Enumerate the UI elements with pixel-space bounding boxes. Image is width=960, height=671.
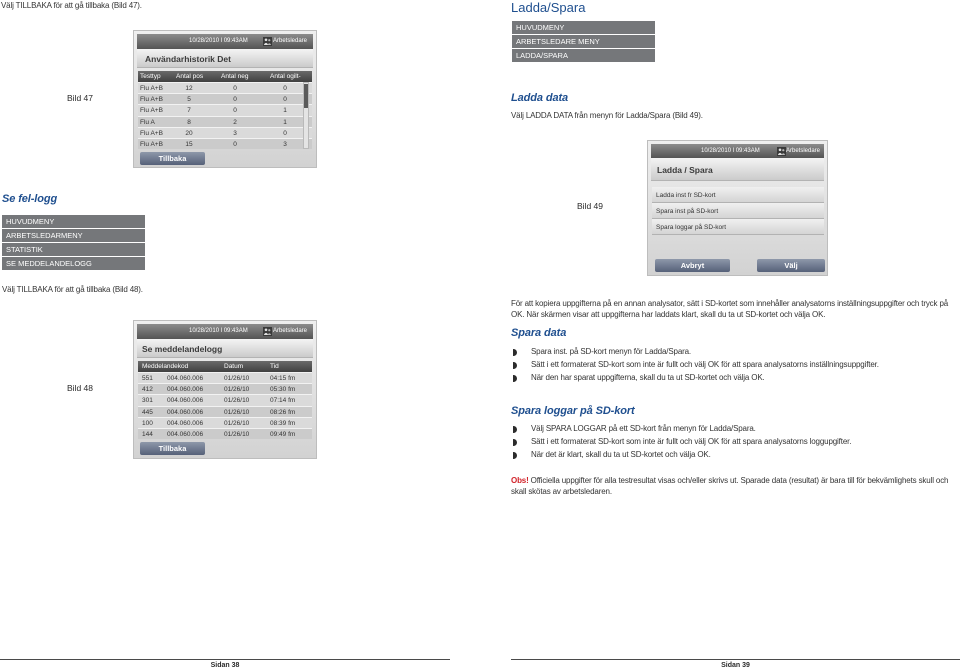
back-button[interactable]: Tillbaka	[140, 152, 205, 165]
list-item	[531, 360, 879, 370]
message-code-cell: 551	[142, 375, 153, 382]
cancel-button[interactable]: Avbryt	[655, 259, 730, 272]
message-code-cell: 412	[142, 386, 153, 394]
bullet-icon	[513, 439, 517, 446]
bullet-icon	[513, 362, 517, 369]
datetime: 10/28/2010 l 09:43AM	[189, 38, 248, 44]
datetime: 10/28/2010 l 09:43AM	[189, 328, 248, 334]
error-log-heading: Se fel-logg	[2, 193, 58, 205]
menu-step-main-menu: HUVUDMENY	[512, 21, 655, 35]
time-cell: 05:30 fm	[270, 386, 296, 394]
message-id-cell: 004.060.006	[167, 419, 204, 427]
screen-title: Se meddelandelogg	[142, 344, 223, 354]
table-row[interactable]	[138, 428, 312, 439]
list-item-text: Sätt i ett formaterat SD-kort som inte är fullt och välj OK för att spara analysatorns inställningsuppgifter.	[531, 360, 879, 369]
screen-title: Ladda / Spara	[657, 165, 713, 175]
note-text: Officiella uppgifter för alla testresultat visas och/eller skrivs ut. Sparade data (resultat) är bara till för bekvämlighets skull och skall skötas av arbetsledaren.	[511, 476, 949, 496]
list-item-text: Välj SPARA LOGGAR på ett SD-kort från menyn för Ladda/Spara.	[531, 424, 756, 433]
menu-step-message-log: SE MEDDELANDELOGG	[2, 257, 145, 271]
test-type-cell: Flu A+B	[140, 96, 163, 104]
user-role: Arbetsledare	[786, 148, 821, 154]
intro-instruction: Välj TILLBAKA för att gå tillbaka (Bild 47).	[1, 1, 142, 10]
table-row[interactable]	[138, 82, 312, 93]
negative-count-cell: 0	[233, 140, 237, 148]
table-row[interactable]	[138, 104, 312, 115]
test-type-cell: Flu A+B	[140, 85, 163, 92]
scrollbar-thumb[interactable]	[304, 84, 308, 108]
supervisor-icon	[263, 327, 272, 336]
column-header-time: Tid	[270, 363, 279, 370]
user-role: Arbetsledare	[273, 38, 308, 44]
table-body	[138, 82, 312, 149]
invalid-count-cell: 1	[283, 118, 287, 126]
menu-step-statistics: STATISTIK	[2, 243, 145, 257]
invalid-count-cell: 3	[283, 140, 287, 148]
date-cell: 01/26/10	[224, 408, 250, 416]
date-cell: 01/26/10	[224, 419, 250, 427]
menu-item-label: Spara loggar på SD-kort	[656, 223, 727, 231]
column-header-test-type: Testtyp	[140, 73, 161, 80]
list-item	[531, 424, 756, 434]
menu-item-save-logs[interactable]	[652, 219, 824, 235]
menu-step-load-save: LADDA/SPARA	[512, 49, 655, 63]
status-bar	[137, 34, 313, 49]
negative-count-cell: 3	[233, 129, 237, 137]
figure-47-screenshot	[133, 30, 317, 168]
user-role: Arbetsledare	[273, 328, 308, 334]
positive-count-cell: 7	[187, 107, 191, 115]
bullet-icon	[513, 349, 517, 356]
table-row[interactable]	[138, 93, 312, 104]
load-data-heading: Ladda data	[511, 92, 569, 104]
figure-47-label: Bild 47	[67, 93, 93, 103]
select-button[interactable]: Välj	[757, 259, 825, 272]
message-code-cell: 100	[142, 419, 153, 427]
time-cell: 04:15 fm	[270, 375, 296, 382]
menu-step-supervisor-menu: ARBETSLEDARMENY	[2, 229, 145, 243]
list-item-text: Sätt i ett formaterat SD-kort som inte är fullt och välj OK för att spara analysatorns loggupgifter.	[531, 437, 852, 446]
supervisor-icon	[263, 37, 272, 46]
column-header-date: Datum	[224, 363, 244, 370]
title-bar	[651, 158, 824, 181]
error-log-instruction: Välj TILLBAKA för att gå tillbaka (Bild 48).	[2, 285, 143, 294]
list-item-text: När den har sparat uppgifterna, skall du ta ut SD-kortet och välja OK.	[531, 373, 765, 382]
message-log-table	[138, 361, 312, 439]
column-header-invalid: Antal ogilt-	[270, 73, 301, 80]
date-cell: 01/26/10	[224, 430, 250, 438]
time-cell: 08:39 fm	[270, 419, 296, 427]
invalid-count-cell: 0	[283, 129, 287, 137]
time-cell: 09:49 fm	[270, 430, 296, 438]
save-logs-heading: Spara loggar på SD-kort	[511, 405, 635, 417]
negative-count-cell: 0	[233, 85, 237, 92]
note-label: Obs!	[511, 476, 529, 485]
datetime: 10/28/2010 l 09:43AM	[701, 148, 760, 154]
column-header-positive: Antal pos	[176, 73, 204, 80]
message-id-cell: 004.060.006	[167, 375, 204, 382]
status-bar	[651, 144, 824, 158]
menu-item-label: Spara inst på SD-kort	[656, 207, 719, 215]
negative-count-cell: 2	[233, 118, 237, 126]
load-save-menu-path	[512, 21, 655, 63]
status-bar	[137, 324, 313, 339]
column-header-message-code: Meddelandekod	[142, 363, 189, 370]
footer-rule	[511, 659, 960, 660]
message-id-cell: 004.060.006	[167, 386, 204, 394]
message-code-cell: 144	[142, 430, 153, 438]
list-item-text: När det är klart, skall du ta ut SD-kortet och välja OK.	[531, 450, 711, 459]
message-id-cell: 004.060.006	[167, 397, 204, 405]
table-header	[138, 71, 312, 82]
user-history-table	[138, 71, 312, 149]
table-scrollbar[interactable]	[303, 82, 309, 149]
table-row[interactable]	[138, 127, 312, 138]
invalid-count-cell: 0	[283, 85, 287, 92]
menu-item-load-settings[interactable]	[652, 187, 824, 203]
positive-count-cell: 8	[187, 118, 191, 126]
positive-count-cell: 15	[185, 140, 193, 148]
table-row[interactable]	[138, 138, 312, 149]
list-item	[531, 437, 851, 447]
column-header-negative: Antal neg	[221, 73, 249, 80]
table-row[interactable]	[138, 116, 312, 127]
figure-48-label: Bild 48	[67, 383, 93, 393]
save-data-heading: Spara data	[511, 327, 567, 339]
figure-49-label: Bild 49	[577, 201, 603, 211]
load-data-instruction: Välj LADDA DATA från menyn för Ladda/Spara (Bild 49).	[511, 111, 703, 120]
load-data-paragraph: För att kopiera uppgifterna på en annan analysator, sätt i SD-kortet som innehåller analysatorns inställningsuppgifter och tryck på OK. När skärmen visar att uppgifterna har laddats klart, skall du ta ut SD-kortet och välja OK.	[511, 299, 949, 319]
footer-rule	[0, 659, 450, 660]
screen-title: Användarhistorik Det	[145, 54, 231, 64]
back-button[interactable]: Tillbaka	[140, 442, 205, 455]
supervisor-icon	[777, 147, 786, 156]
invalid-count-cell: 0	[283, 96, 287, 104]
message-code-cell: 301	[142, 397, 153, 405]
bullet-icon	[513, 452, 517, 459]
message-code-cell: 445	[142, 408, 153, 416]
note-paragraph	[511, 475, 951, 497]
menu-item-label: Ladda inst fr SD-kort	[656, 191, 716, 199]
negative-count-cell: 0	[233, 96, 237, 104]
table-row[interactable]	[138, 406, 312, 417]
test-type-cell: Flu A+B	[140, 140, 163, 148]
time-cell: 07:14 fm	[270, 397, 296, 405]
table-header	[138, 361, 312, 372]
load-save-menu	[652, 187, 824, 235]
message-id-cell: 004.060.006	[167, 408, 204, 416]
table-body	[138, 372, 312, 439]
menu-step-supervisor-menu: ARBETSLEDARE MENY	[512, 35, 655, 49]
error-log-menu-path	[2, 215, 145, 271]
positive-count-cell: 5	[187, 96, 191, 104]
table-row[interactable]	[138, 372, 312, 383]
date-cell: 01/26/10	[224, 397, 250, 405]
title-bar	[137, 49, 313, 68]
list-item	[531, 347, 691, 357]
negative-count-cell: 0	[233, 107, 237, 115]
menu-item-save-settings[interactable]	[652, 203, 824, 219]
list-item	[531, 373, 765, 383]
test-type-cell: Flu A+B	[140, 107, 163, 115]
table-row[interactable]	[138, 383, 312, 394]
invalid-count-cell: 1	[283, 107, 287, 115]
table-row[interactable]	[138, 417, 312, 428]
list-item	[531, 450, 711, 460]
date-cell: 01/26/10	[224, 386, 250, 394]
figure-49-screenshot	[647, 140, 828, 276]
time-cell: 08:26 fm	[270, 408, 296, 416]
title-bar	[137, 339, 313, 358]
test-type-cell: Flu A+B	[140, 129, 163, 137]
bullet-icon	[513, 426, 517, 433]
positive-count-cell: 12	[185, 85, 193, 92]
page-title: Ladda/Spara	[511, 0, 586, 15]
menu-step-main-menu: HUVUDMENY	[2, 215, 145, 229]
list-item-text: Spara inst. på SD-kort menyn för Ladda/Spara.	[531, 347, 692, 356]
message-id-cell: 004.060.006	[167, 430, 204, 438]
page-number: Sidan 38	[210, 662, 240, 669]
positive-count-cell: 20	[185, 129, 193, 137]
page-number: Sidan 39	[721, 662, 750, 669]
date-cell: 01/26/10	[224, 375, 250, 382]
table-row[interactable]	[138, 394, 312, 405]
figure-48-screenshot	[133, 320, 317, 459]
test-type-cell: Flu A	[140, 118, 155, 126]
bullet-icon	[513, 375, 517, 382]
